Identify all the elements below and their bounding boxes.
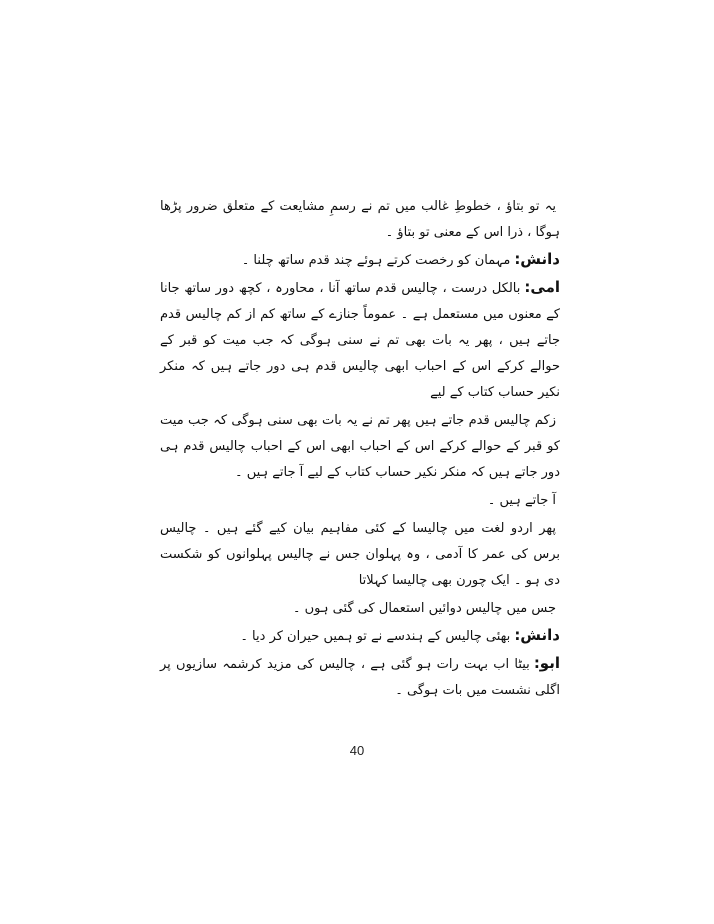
- paragraph-text: آ جاتے ہیں ۔: [487, 493, 556, 508]
- paragraph: [160, 406, 560, 486]
- paragraph: [160, 622, 560, 650]
- speaker-label: ابو:: [533, 654, 560, 672]
- body-text: [160, 192, 560, 704]
- paragraph: [160, 486, 560, 514]
- speaker-label: دانش:: [514, 250, 560, 268]
- paragraph-text: بھئی چالیس کے ہندسے نے تو ہمیں حیران کر دیا ۔: [240, 629, 511, 644]
- paragraph: [160, 192, 560, 246]
- paragraph: [160, 594, 560, 622]
- speaker-label: امی:: [524, 278, 560, 296]
- paragraph: [160, 650, 560, 704]
- paragraph-text: جس میں چالیس دوائیں استعمال کی گئی ہوں ۔: [292, 601, 556, 616]
- speaker-label: دانش:: [514, 626, 560, 644]
- paragraph: [160, 514, 560, 594]
- paragraph-text: یہ تو بتاؤ ، خطوطِ غالب میں تم نے رسمِ مشایعت کے متعلق ضرور پڑھا ہوگا ، ذرا اس کے معنی تو بتاؤ ۔: [160, 199, 560, 240]
- paragraph: [160, 246, 560, 274]
- paragraph-text: بالکل درست ، چالیس قدم ساتھ آنا ، محاورہ ، کچھ دور ساتھ جانا کے معنوں میں مستعمل ہے ۔ عموماً جنازے کے ساتھ کم از کم چالیس قدم جاتے ہیں ، پھر یہ بات بھی تم نے سنی ہوگی کہ جب میت کو قبر کے حوالے کرکے اس کے احباب ابھی چالیس قدم ہی دور جاتے ہیں کہ منکر نکیر حساب کتاب کے لیے: [160, 281, 560, 400]
- paragraph-text: پھر اردو لغت میں چالیسا کے کئی مفاہیم بیان کیے گئے ہیں ۔ چالیس برس کی عمر کا آدمی ، وہ پہلوان جس نے چالیس پہلوانوں کو شکست دی ہو ۔ ایک چورن بھی چالیسا کہلاتا: [160, 521, 560, 588]
- paragraph-text: بیٹا اب بہت رات ہو گئی ہے ، چالیس کی مزید کرشمہ سازیوں پر اگلی نشست میں بات ہوگی ۔: [160, 657, 560, 698]
- paragraph: [160, 274, 560, 406]
- page-number: 40: [349, 743, 365, 758]
- paragraph-text: زکم چالیس قدم جاتے ہیں پھر تم نے یہ بات بھی سنی ہوگی کہ جب میت کو قبر کے حوالے کرکے اس کے احباب ابھی اس کے احباب چالیس قدم ہی دور جاتے ہیں کہ منکر نکیر حساب کتاب کے لیے آ جاتے ہیں ۔: [160, 413, 560, 480]
- paragraph-text: مہمان کو رخصت کرتے ہوئے چند قدم ساتھ چلنا ۔: [241, 253, 511, 268]
